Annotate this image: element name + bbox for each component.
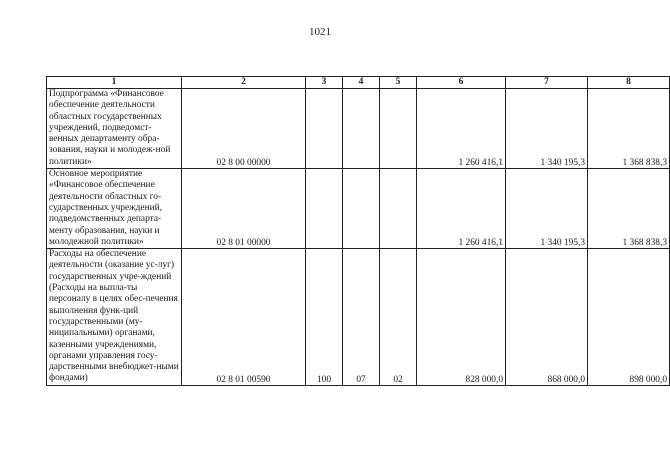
table-row [47,169,670,249]
row-col5: 02 [380,249,417,386]
row-value-7: 1 340 195,3 [506,89,588,169]
row-name: Подпрограмма «Финансовое обеспечение деятельности областных государственных учреждений, подведомст-венных департаменту обра-зования, науки и молодеж-ной политики» [47,89,182,169]
row-code: 02 8 01 00590 [182,249,306,386]
row-value-8: 1 368 838,3 [588,89,670,169]
row-col4 [343,169,380,249]
row-col5 [380,169,417,249]
row-value-7: 868 000,0 [506,249,588,386]
row-name: Основное мероприятие «Финансовое обеспечение деятельности областных го-сударственных учреждений, подведомственных департа-менту образования, науки и молодежной политики» [47,169,182,249]
header-cell: 6 [417,77,506,89]
header-cell: 8 [588,77,670,89]
row-value-8: 1 368 838,3 [588,169,670,249]
header-cell: 2 [182,77,306,89]
header-row [47,77,670,89]
header-cell: 4 [343,77,380,89]
table-row [47,89,670,169]
header-cell: 5 [380,77,417,89]
row-col5 [380,89,417,169]
row-value-6: 1 260 416,1 [417,89,506,169]
page-number: 1021 [309,26,331,38]
row-col3 [306,89,343,169]
row-code: 02 8 01 00000 [182,169,306,249]
row-col3: 100 [306,249,343,386]
budget-table [46,76,670,386]
row-name: Расходы на обеспечение деятельности (оказание ус-луг) государственных учре-ждений (Расходы на выпла-ты персоналу в целях обес-печения выполнения функ-ций государственными (му-ниципальными) органами, казенными учреждениями, органами управления госу-дарственными внебюджет-ными фондами) [47,249,182,386]
row-code: 02 8 00 00000 [182,89,306,169]
row-col4 [343,89,380,169]
header-cell: 7 [506,77,588,89]
row-value-6: 828 000,0 [417,249,506,386]
header-cell: 3 [306,77,343,89]
row-value-7: 1 340 195,3 [506,169,588,249]
row-col3 [306,169,343,249]
table-row [47,249,670,386]
row-col4: 07 [343,249,380,386]
row-value-6: 1 260 416,1 [417,169,506,249]
header-cell: 1 [47,77,182,89]
row-value-8: 898 000,0 [588,249,670,386]
